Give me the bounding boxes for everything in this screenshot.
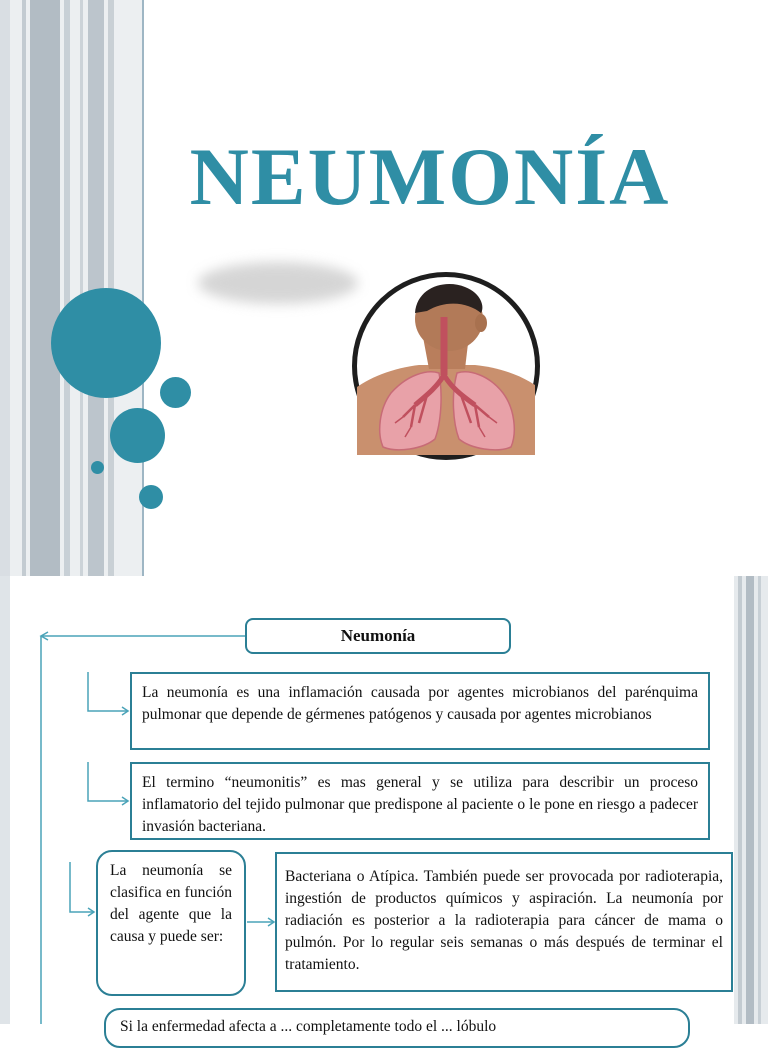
decorative-stripe [30, 0, 60, 576]
cut-off-text: Si la enfermedad afecta a ... completamente todo el ... lóbulo [120, 1018, 497, 1035]
decorative-shadow [198, 262, 358, 304]
decorative-circle [160, 377, 191, 408]
decorative-stripe [64, 0, 70, 576]
decorative-circle [51, 288, 161, 398]
decorative-stripe [758, 576, 761, 1024]
decorative-circle [139, 485, 163, 509]
cut-off-box [104, 1008, 690, 1048]
decorative-stripe [22, 0, 26, 576]
types-text: Bacteriana o Atípica. También puede ser provocada por radioterapia, ingestión de productos químicos y aspiración. La neumonía por radiación es posterior a la radioterapia para cáncer de mama o pulmón. Por lo regular seis semanas o más después de terminar el tratamiento. [285, 868, 723, 973]
diagram-title: Neumonía [340, 626, 416, 645]
decorative-stripe [738, 576, 742, 1024]
neumonitis-box [130, 762, 710, 840]
lungs-illustration [352, 272, 540, 460]
content-slide [0, 576, 768, 1035]
slide-edge [0, 0, 10, 576]
types-box [275, 852, 733, 992]
slide-title: NEUMONÍA [189, 131, 671, 222]
classification-text: La neumonía se clasifica en función del agente que la causa y puede ser: [110, 862, 232, 945]
definition-text: La neumonía es una inflamación causada por agentes microbianos del parénquima pulmonar que depende de gérmenes patógenos y causada por agentes microbianos [142, 684, 698, 723]
definition-box [130, 672, 710, 750]
classification-box [96, 850, 246, 996]
decorative-circle [110, 408, 165, 463]
decorative-band [0, 576, 10, 1024]
decorative-stripe [746, 576, 754, 1024]
neumonitis-text: El termino “neumonitis” es mas general y se utiliza para describir un proceso inflamatorio del tejido pulmonar que predispone al paciente o le pone en riesgo a padecer invasión bacteriana. [142, 774, 698, 835]
lungs-anatomy-icon [357, 277, 535, 455]
decorative-stripe [80, 0, 83, 576]
decorative-circle [91, 461, 104, 474]
diagram-title-box [245, 618, 511, 654]
